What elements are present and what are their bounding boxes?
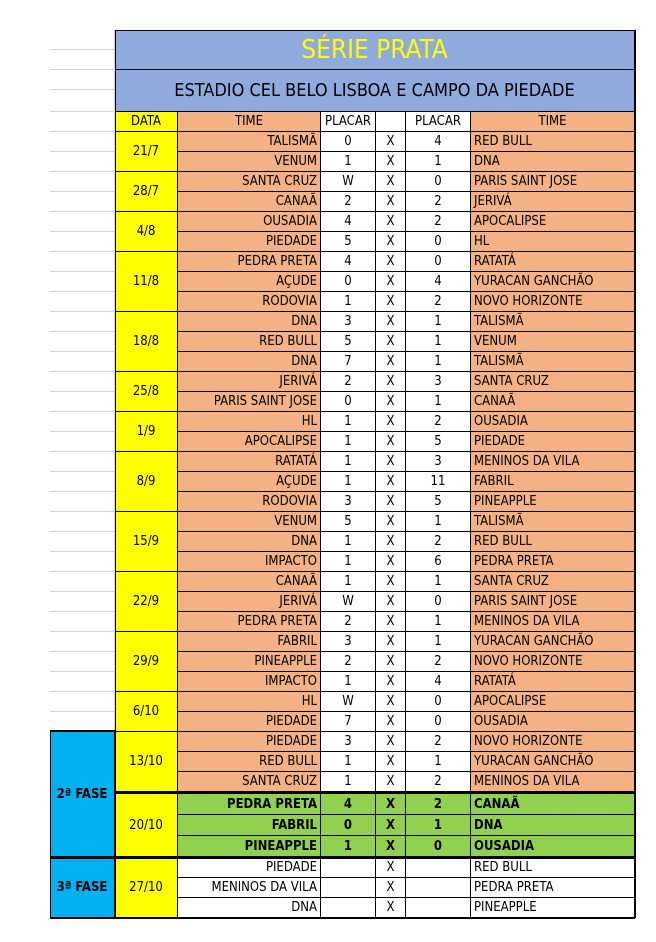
home-team: AÇUDE	[178, 272, 321, 292]
vs-marker: X	[376, 132, 406, 152]
home-team: FABRIL	[178, 632, 321, 652]
away-team: RATATÁ	[471, 252, 635, 272]
away-team: FABRIL	[471, 472, 635, 492]
away-team: MENINOS DA VILA	[471, 452, 635, 472]
home-score: 1	[321, 772, 376, 792]
away-score: 11	[406, 472, 471, 492]
vs-marker: X	[376, 412, 406, 432]
home-score: 0	[321, 815, 376, 836]
empty-cell[interactable]	[50, 432, 115, 452]
empty-cell[interactable]	[50, 452, 115, 472]
vs-marker: X	[376, 836, 406, 857]
home-score: W	[321, 172, 376, 192]
empty-cell[interactable]	[50, 112, 115, 132]
home-score: 4	[321, 212, 376, 232]
away-score: 1	[406, 352, 471, 372]
home-team: DNA	[178, 352, 321, 372]
away-team: SANTA CRUZ	[471, 372, 635, 392]
away-score: 5	[406, 492, 471, 512]
away-team: PARIS SAINT JOSE	[471, 592, 635, 612]
divider-line	[115, 30, 116, 918]
vs-marker: X	[376, 712, 406, 732]
home-team: DNA	[178, 532, 321, 552]
away-team: NOVO HORIZONTE	[471, 732, 635, 752]
home-score: 1	[321, 836, 376, 857]
home-score: 3	[321, 632, 376, 652]
empty-cell[interactable]	[50, 152, 115, 172]
vs-marker: X	[376, 312, 406, 332]
home-team: RODOVIA	[178, 292, 321, 312]
away-team: JERIVÁ	[471, 192, 635, 212]
vs-marker: X	[376, 392, 406, 412]
away-team: VENUM	[471, 332, 635, 352]
home-team: RED BULL	[178, 332, 321, 352]
away-team: YURACAN GANCHÃO	[471, 272, 635, 292]
divider-line	[50, 917, 635, 919]
home-score: 5	[321, 512, 376, 532]
home-team: PIEDADE	[178, 732, 321, 752]
home-score: 7	[321, 712, 376, 732]
vs-marker: X	[376, 472, 406, 492]
empty-cell[interactable]	[50, 512, 115, 532]
vs-marker: X	[376, 492, 406, 512]
home-score: 2	[321, 612, 376, 632]
home-score: 3	[321, 732, 376, 752]
home-score	[321, 878, 376, 898]
vs-marker: X	[376, 332, 406, 352]
vs-marker: X	[376, 692, 406, 712]
home-score: 0	[321, 272, 376, 292]
col-header-time-away: TIME	[471, 112, 635, 132]
away-team: APOCALIPSE	[471, 692, 635, 712]
home-team: PIEDADE	[178, 858, 321, 878]
date-cell: 29/9	[115, 632, 178, 692]
vs-marker: X	[376, 752, 406, 772]
phase-label: 2ª FASE	[50, 732, 115, 857]
away-score: 2	[406, 412, 471, 432]
home-team: IMPACTO	[178, 552, 321, 572]
empty-cell[interactable]	[50, 712, 115, 732]
phase-label: 3ª FASE	[50, 858, 115, 918]
divider-line	[115, 792, 635, 794]
col-header-placar-away: PLACAR	[406, 112, 471, 132]
empty-cell[interactable]	[50, 372, 115, 392]
home-score: 4	[321, 252, 376, 272]
home-score: W	[321, 692, 376, 712]
home-team: RODOVIA	[178, 492, 321, 512]
away-score: 3	[406, 452, 471, 472]
date-cell: 28/7	[115, 172, 178, 212]
empty-cell[interactable]	[50, 232, 115, 252]
home-team: VENUM	[178, 152, 321, 172]
divider-line	[634, 30, 636, 918]
vs-marker: X	[376, 152, 406, 172]
away-score: 1	[406, 752, 471, 772]
home-score: 0	[321, 392, 376, 412]
away-score: 1	[406, 612, 471, 632]
home-score: 1	[321, 672, 376, 692]
home-team: CANAÃ	[178, 192, 321, 212]
date-cell: 6/10	[115, 692, 178, 732]
away-team: HL	[471, 232, 635, 252]
empty-cell[interactable]	[50, 392, 115, 412]
home-score: 1	[321, 532, 376, 552]
home-score: 3	[321, 312, 376, 332]
away-score: 1	[406, 332, 471, 352]
divider-line	[50, 730, 115, 732]
divider-line	[50, 857, 115, 859]
away-team: RED BULL	[471, 858, 635, 878]
divider-line	[115, 857, 635, 859]
home-score: 1	[321, 412, 376, 432]
empty-cell[interactable]	[50, 412, 115, 432]
home-score: 1	[321, 752, 376, 772]
vs-marker: X	[376, 452, 406, 472]
away-team: YURACAN GANCHÃO	[471, 632, 635, 652]
empty-cell[interactable]	[50, 612, 115, 632]
away-score: 3	[406, 372, 471, 392]
away-score: 1	[406, 152, 471, 172]
away-score: 0	[406, 172, 471, 192]
home-score: 3	[321, 492, 376, 512]
date-cell: 21/7	[115, 132, 178, 172]
empty-cell[interactable]	[50, 692, 115, 712]
home-team: HL	[178, 412, 321, 432]
home-team: DNA	[178, 898, 321, 918]
home-score: 1	[321, 452, 376, 472]
away-team: TALISMÃ	[471, 352, 635, 372]
away-team: OUSADIA	[471, 412, 635, 432]
empty-cell[interactable]	[50, 532, 115, 552]
away-score: 2	[406, 292, 471, 312]
home-score: 1	[321, 292, 376, 312]
vs-marker: X	[376, 272, 406, 292]
home-team: RATATÁ	[178, 452, 321, 472]
vs-marker: X	[376, 212, 406, 232]
date-cell: 13/10	[115, 732, 178, 792]
away-team: PARIS SAINT JOSE	[471, 172, 635, 192]
home-team: JERIVÁ	[178, 372, 321, 392]
away-team: NOVO HORIZONTE	[471, 652, 635, 672]
empty-cell[interactable]	[50, 632, 115, 652]
home-team: CANAÃ	[178, 572, 321, 592]
vs-marker: X	[376, 772, 406, 792]
away-team: YURACAN GANCHÃO	[471, 752, 635, 772]
date-cell: 27/10	[115, 858, 178, 918]
home-team: MENINOS DA VILA	[178, 878, 321, 898]
vs-marker: X	[376, 432, 406, 452]
home-score: W	[321, 592, 376, 612]
home-score: 1	[321, 572, 376, 592]
away-team: CANAÃ	[471, 392, 635, 412]
away-team: PEDRA PRETA	[471, 878, 635, 898]
sheet-title: SÉRIE PRATA	[115, 30, 635, 70]
empty-cell[interactable]	[50, 70, 115, 90]
away-score: 0	[406, 712, 471, 732]
vs-marker: X	[376, 232, 406, 252]
away-team: RED BULL	[471, 132, 635, 152]
home-score	[321, 898, 376, 918]
vs-marker: X	[376, 192, 406, 212]
vs-marker: X	[376, 372, 406, 392]
home-team: FABRIL	[178, 815, 321, 836]
away-score: 4	[406, 132, 471, 152]
away-team: DNA	[471, 152, 635, 172]
vs-marker: X	[376, 652, 406, 672]
home-score: 1	[321, 472, 376, 492]
vs-marker: X	[376, 252, 406, 272]
away-team: MENINOS DA VILA	[471, 772, 635, 792]
away-score: 2	[406, 652, 471, 672]
away-score: 6	[406, 552, 471, 572]
home-team: PIEDADE	[178, 232, 321, 252]
empty-cell[interactable]	[50, 472, 115, 492]
home-team: VENUM	[178, 512, 321, 532]
empty-cell[interactable]	[50, 332, 115, 352]
away-team: TALISMÃ	[471, 312, 635, 332]
empty-cell[interactable]	[50, 552, 115, 572]
away-score: 0	[406, 252, 471, 272]
away-team: MENINOS DA VILA	[471, 612, 635, 632]
away-score	[406, 878, 471, 898]
away-score: 0	[406, 232, 471, 252]
home-score: 7	[321, 352, 376, 372]
away-score: 1	[406, 572, 471, 592]
date-cell: 22/9	[115, 572, 178, 632]
home-team: PEDRA PRETA	[178, 252, 321, 272]
empty-cell[interactable]	[50, 192, 115, 212]
date-cell: 8/9	[115, 452, 178, 512]
away-score: 2	[406, 532, 471, 552]
vs-marker: X	[376, 898, 406, 918]
away-score: 2	[406, 772, 471, 792]
vs-marker: X	[376, 612, 406, 632]
col-header-data: DATA	[115, 112, 178, 132]
away-team: RATATÁ	[471, 672, 635, 692]
away-score: 2	[406, 212, 471, 232]
vs-marker: X	[376, 878, 406, 898]
vs-marker: X	[376, 732, 406, 752]
away-score: 5	[406, 432, 471, 452]
away-team: OUSADIA	[471, 712, 635, 732]
empty-cell[interactable]	[50, 50, 115, 70]
home-team: PEDRA PRETA	[178, 612, 321, 632]
home-team: HL	[178, 692, 321, 712]
home-team: DNA	[178, 312, 321, 332]
home-team: PEDRA PRETA	[178, 794, 321, 815]
vs-marker: X	[376, 172, 406, 192]
home-team: APOCALIPSE	[178, 432, 321, 452]
home-team: IMPACTO	[178, 672, 321, 692]
vs-marker: X	[376, 592, 406, 612]
home-team: PARIS SAINT JOSE	[178, 392, 321, 412]
vs-marker: X	[376, 352, 406, 372]
empty-cell[interactable]	[50, 272, 115, 292]
empty-cell[interactable]	[50, 30, 115, 50]
home-team: SANTA CRUZ	[178, 772, 321, 792]
divider-line	[50, 730, 51, 918]
home-team: PIEDADE	[178, 712, 321, 732]
empty-cell[interactable]	[50, 492, 115, 512]
home-team: AÇUDE	[178, 472, 321, 492]
col-header-vs	[376, 112, 406, 132]
home-team: PINEAPPLE	[178, 836, 321, 857]
away-score: 2	[406, 192, 471, 212]
away-score: 1	[406, 312, 471, 332]
home-team: TALISMÃ	[178, 132, 321, 152]
vs-marker: X	[376, 572, 406, 592]
empty-cell[interactable]	[50, 592, 115, 612]
away-score: 0	[406, 692, 471, 712]
col-header-time-home: TIME	[178, 112, 321, 132]
away-team: PINEAPPLE	[471, 492, 635, 512]
home-score: 2	[321, 192, 376, 212]
date-cell: 18/8	[115, 312, 178, 372]
away-team: APOCALIPSE	[471, 212, 635, 232]
vs-marker: X	[376, 672, 406, 692]
empty-cell[interactable]	[50, 652, 115, 672]
away-team: CANAÃ	[471, 794, 635, 815]
away-team: PEDRA PRETA	[471, 552, 635, 572]
home-score: 0	[321, 132, 376, 152]
home-team: JERIVÁ	[178, 592, 321, 612]
vs-marker: X	[376, 632, 406, 652]
away-team: OUSADIA	[471, 836, 635, 857]
sheet-subtitle: ESTADIO CEL BELO LISBOA E CAMPO DA PIEDADE	[115, 70, 635, 112]
home-score	[321, 858, 376, 878]
home-score: 5	[321, 332, 376, 352]
away-score: 0	[406, 592, 471, 612]
divider-line	[115, 30, 635, 31]
date-cell: 15/9	[115, 512, 178, 572]
col-header-placar-home: PLACAR	[321, 112, 376, 132]
home-score: 4	[321, 794, 376, 815]
empty-cell[interactable]	[50, 90, 115, 112]
date-cell: 20/10	[115, 794, 178, 857]
home-score: 1	[321, 152, 376, 172]
home-score: 1	[321, 552, 376, 572]
away-score	[406, 898, 471, 918]
away-score: 2	[406, 732, 471, 752]
empty-cell[interactable]	[50, 252, 115, 272]
date-cell: 11/8	[115, 252, 178, 312]
home-team: SANTA CRUZ	[178, 172, 321, 192]
date-cell: 1/9	[115, 412, 178, 452]
vs-marker: X	[376, 292, 406, 312]
away-score: 1	[406, 815, 471, 836]
home-score: 5	[321, 232, 376, 252]
home-score: 2	[321, 372, 376, 392]
away-team: SANTA CRUZ	[471, 572, 635, 592]
home-score: 2	[321, 652, 376, 672]
vs-marker: X	[376, 552, 406, 572]
date-cell: 25/8	[115, 372, 178, 412]
away-score: 1	[406, 512, 471, 532]
home-team: PINEAPPLE	[178, 652, 321, 672]
away-score: 2	[406, 794, 471, 815]
away-score: 1	[406, 632, 471, 652]
vs-marker: X	[376, 815, 406, 836]
empty-cell[interactable]	[50, 292, 115, 312]
home-team: RED BULL	[178, 752, 321, 772]
vs-marker: X	[376, 532, 406, 552]
vs-marker: X	[376, 512, 406, 532]
away-score	[406, 858, 471, 878]
empty-cell[interactable]	[50, 172, 115, 192]
empty-cell[interactable]	[50, 132, 115, 152]
away-team: TALISMÃ	[471, 512, 635, 532]
empty-cell[interactable]	[50, 312, 115, 332]
vs-marker: X	[376, 794, 406, 815]
away-team: PIEDADE	[471, 432, 635, 452]
away-score: 4	[406, 272, 471, 292]
empty-cell[interactable]	[50, 572, 115, 592]
vs-marker: X	[376, 858, 406, 878]
empty-cell[interactable]	[50, 672, 115, 692]
away-score: 1	[406, 392, 471, 412]
date-cell: 4/8	[115, 212, 178, 252]
away-team: RED BULL	[471, 532, 635, 552]
away-score: 4	[406, 672, 471, 692]
away-team: PINEAPPLE	[471, 898, 635, 918]
away-score: 0	[406, 836, 471, 857]
empty-cell[interactable]	[50, 212, 115, 232]
home-team: OUSADIA	[178, 212, 321, 232]
away-team: NOVO HORIZONTE	[471, 292, 635, 312]
away-team: DNA	[471, 815, 635, 836]
home-score: 1	[321, 432, 376, 452]
empty-cell[interactable]	[50, 352, 115, 372]
